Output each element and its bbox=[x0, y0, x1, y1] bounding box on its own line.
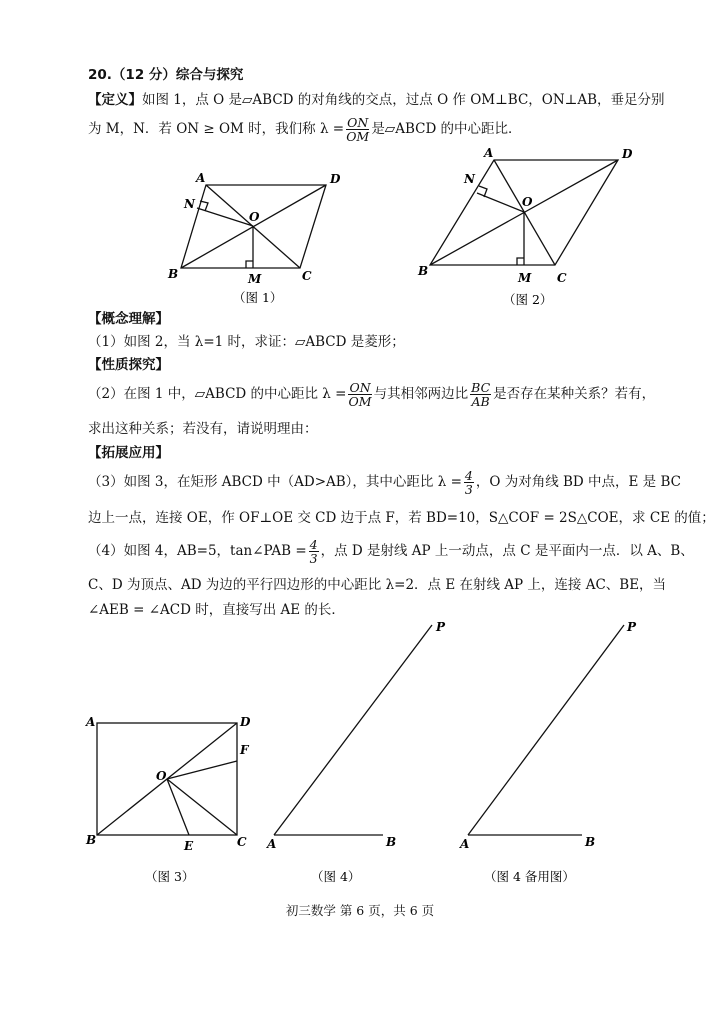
fig2-label-c: C bbox=[557, 271, 567, 285]
extension-tag: 【拓展应用】 bbox=[88, 445, 169, 461]
definition-text-2b: 是▱ABCD 的中心距比． bbox=[371, 121, 522, 137]
fig1-caption: （图 1） bbox=[233, 290, 283, 305]
fraction-numerator: 4 bbox=[309, 537, 318, 552]
question-3-line-2: 边上一点，连接 OE，作 OF⊥OE 交 CD 边于点 F，若 BD=10，S△COF = 2S△COE，求 CE 的值； bbox=[88, 510, 715, 526]
question-2-fraction-2 bbox=[470, 381, 491, 408]
question-4-line-3: ∠AEB = ∠ACD 时，直接写出 AE 的长． bbox=[88, 602, 345, 618]
fig4b-label-p: P bbox=[627, 620, 637, 634]
question-4-text-a: （4）如图 4，AB=5，tan∠PAB = bbox=[88, 543, 307, 559]
question-2-line-1 bbox=[88, 377, 655, 411]
question-4-line-2: C、D 为顶点、AD 为边的平行四边形的中心距比 λ=2．点 E 在射线 AP 上，连接 AC、BE，当 bbox=[88, 577, 667, 593]
fig2-caption: （图 2） bbox=[503, 292, 553, 307]
fig3-label-c: C bbox=[237, 835, 247, 849]
fig1-label-o: O bbox=[249, 210, 260, 224]
fraction-numerator: ON bbox=[347, 115, 369, 130]
fig4-label-p: P bbox=[436, 620, 446, 634]
problem-topic: 综合与探究 bbox=[175, 67, 244, 83]
fraction-denominator: OM bbox=[346, 129, 370, 144]
definition-line-1 bbox=[88, 91, 665, 109]
question-2-text-b: 与其相邻两边比 bbox=[373, 386, 469, 402]
question-2-line-2: 求出这种关系；若没有，请说明理由： bbox=[88, 421, 318, 437]
problem-header bbox=[88, 66, 243, 84]
problem-number: 20. bbox=[88, 67, 112, 83]
fig2-right-angle-m bbox=[517, 258, 524, 265]
fig3-label-f: F bbox=[240, 743, 249, 757]
fig4b-label-b: B bbox=[585, 835, 596, 849]
fig1-label-a: A bbox=[196, 171, 206, 185]
fig2-label-d: D bbox=[622, 147, 633, 161]
fig4-ray-ap bbox=[274, 625, 432, 835]
fig4b-ray-ap bbox=[468, 625, 624, 835]
question-2-fraction-1 bbox=[348, 381, 371, 408]
fig3-label-o: O bbox=[156, 769, 167, 783]
fraction-denominator: 3 bbox=[464, 482, 473, 497]
question-3-text-b: ，O 为对角线 BD 中点，E 是 BC bbox=[475, 474, 681, 490]
definition-fraction bbox=[346, 116, 369, 143]
fraction-denominator: 3 bbox=[309, 551, 318, 566]
fig1-label-c: C bbox=[302, 269, 312, 283]
fig1-label-m: M bbox=[248, 272, 262, 286]
question-3-text-a: （3）如图 3，在矩形 ABCD 中（AD>AB），其中心距比 λ = bbox=[88, 474, 462, 490]
fig4-label-b: B bbox=[386, 835, 397, 849]
question-3-line-1 bbox=[88, 465, 681, 499]
definition-text-1: 如图 1，点 O 是▱ABCD 的对角线的交点，过点 O 作 OM⊥BC，ON⊥AB，垂足分别 bbox=[142, 92, 665, 108]
fraction-numerator: 4 bbox=[464, 468, 473, 483]
fraction-numerator: BC bbox=[471, 380, 491, 395]
fig2-label-b: B bbox=[418, 264, 429, 278]
problem-score: （12 分） bbox=[111, 67, 176, 83]
question-4-text-b: ，点 D 是射线 AP 上一动点，点 C 是平面内一点．以 A、B、 bbox=[320, 543, 694, 559]
fig1-label-n: N bbox=[184, 197, 195, 211]
fig1-label-d: D bbox=[330, 172, 341, 186]
fig1-right-angle-m bbox=[246, 261, 253, 268]
question-3-fraction bbox=[464, 469, 474, 496]
property-tag: 【性质探究】 bbox=[88, 357, 169, 373]
definition-tag: 【定义】 bbox=[88, 92, 142, 108]
definition-line-2 bbox=[88, 112, 522, 146]
fig4b-caption: （图 4 备用图） bbox=[484, 869, 575, 884]
question-4-fraction bbox=[309, 538, 319, 565]
fig1-label-b: B bbox=[168, 267, 179, 281]
fig3-label-a: A bbox=[86, 715, 96, 729]
fraction-numerator: ON bbox=[349, 380, 371, 395]
question-4-line-1 bbox=[88, 534, 694, 568]
fig3-label-b: B bbox=[86, 833, 97, 847]
fig2-label-o: O bbox=[522, 195, 533, 209]
definition-text-2a: 为 M，N．若 ON ≥ OM 时，我们称 λ = bbox=[88, 121, 345, 137]
fig4-label-a: A bbox=[267, 837, 277, 851]
fig4-caption: （图 4） bbox=[311, 869, 361, 884]
fig2-label-n: N bbox=[464, 172, 475, 186]
fig3-label-d: D bbox=[240, 715, 251, 729]
page-footer: 初三数学 第 6 页，共 6 页 bbox=[285, 903, 435, 918]
question-2-text-a: （2）在图 1 中，▱ABCD 的中心距比 λ = bbox=[88, 386, 347, 402]
fraction-denominator: OM bbox=[348, 394, 372, 409]
question-2-text-c: 是否存在某种关系？若有， bbox=[493, 386, 656, 402]
figures-3-4 bbox=[0, 615, 720, 895]
fig3-label-e: E bbox=[184, 839, 194, 853]
fig2-label-m: M bbox=[518, 271, 532, 285]
concept-tag: 【概念理解】 bbox=[88, 311, 169, 327]
fraction-denominator: AB bbox=[471, 394, 490, 409]
question-1: （1）如图 2，当 λ=1 时，求证：▱ABCD 是菱形； bbox=[88, 334, 405, 350]
fig4b-label-a: A bbox=[460, 837, 470, 851]
fig2-label-a: A bbox=[484, 146, 494, 160]
fig3-caption: （图 3） bbox=[145, 869, 195, 884]
